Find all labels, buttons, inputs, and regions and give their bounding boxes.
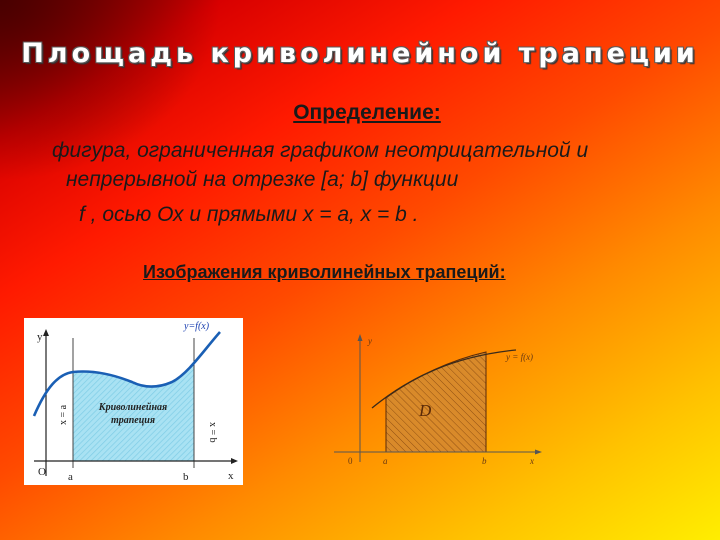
definition-text — [52, 136, 668, 226]
function-label-2: y = f(x) — [506, 352, 534, 362]
figure-2-svg — [326, 330, 556, 470]
slide-title: Площадь криволинейной трапеции — [21, 38, 699, 69]
y-axis-arrow-icon — [43, 329, 49, 336]
x-axis-arrow-icon-2 — [535, 450, 542, 455]
b-label-1: b — [183, 471, 189, 483]
function-label-1: y=f(x) — [184, 321, 210, 332]
x-axis-label-1: x — [228, 470, 234, 482]
images-subheading: Изображения криволинейных трапеций: — [143, 262, 506, 282]
region-label-line-2: трапеция — [110, 415, 156, 426]
figure-curvilinear-trapezoid-1 — [24, 318, 243, 485]
definition-line-1: фигура, ограниченная графиком неотрицательной и — [52, 139, 589, 162]
trapezoid-region-D — [386, 352, 486, 452]
x-equals-a-label: x = a — [58, 404, 69, 425]
x-axis-label-2: x — [530, 456, 534, 466]
a-label-1: a — [68, 471, 73, 483]
b-label-2: b — [482, 456, 487, 466]
figure-1-svg — [24, 318, 243, 485]
definition-heading: Определение: — [293, 101, 441, 124]
x-equals-b-label: x = b — [207, 422, 218, 443]
a-label-2: a — [383, 456, 388, 466]
y-axis-label-2: y — [368, 336, 372, 346]
origin-label-1: O — [38, 466, 46, 478]
definition-line-3: f , осью Ох и прямыми х = а, х = b . — [79, 203, 419, 226]
y-axis-arrow-icon-2 — [358, 334, 363, 341]
x-axis-arrow-icon — [231, 458, 238, 464]
region-label-line-1: Криволинейная — [98, 402, 168, 413]
figure-curvilinear-trapezoid-2 — [326, 330, 556, 470]
origin-label-2: 0 — [348, 456, 353, 466]
y-axis-label-1: y — [37, 331, 43, 343]
definition-line-2: непрерывной на отрезке [a; b] функции — [66, 168, 459, 191]
region-D-label: D — [419, 401, 432, 420]
